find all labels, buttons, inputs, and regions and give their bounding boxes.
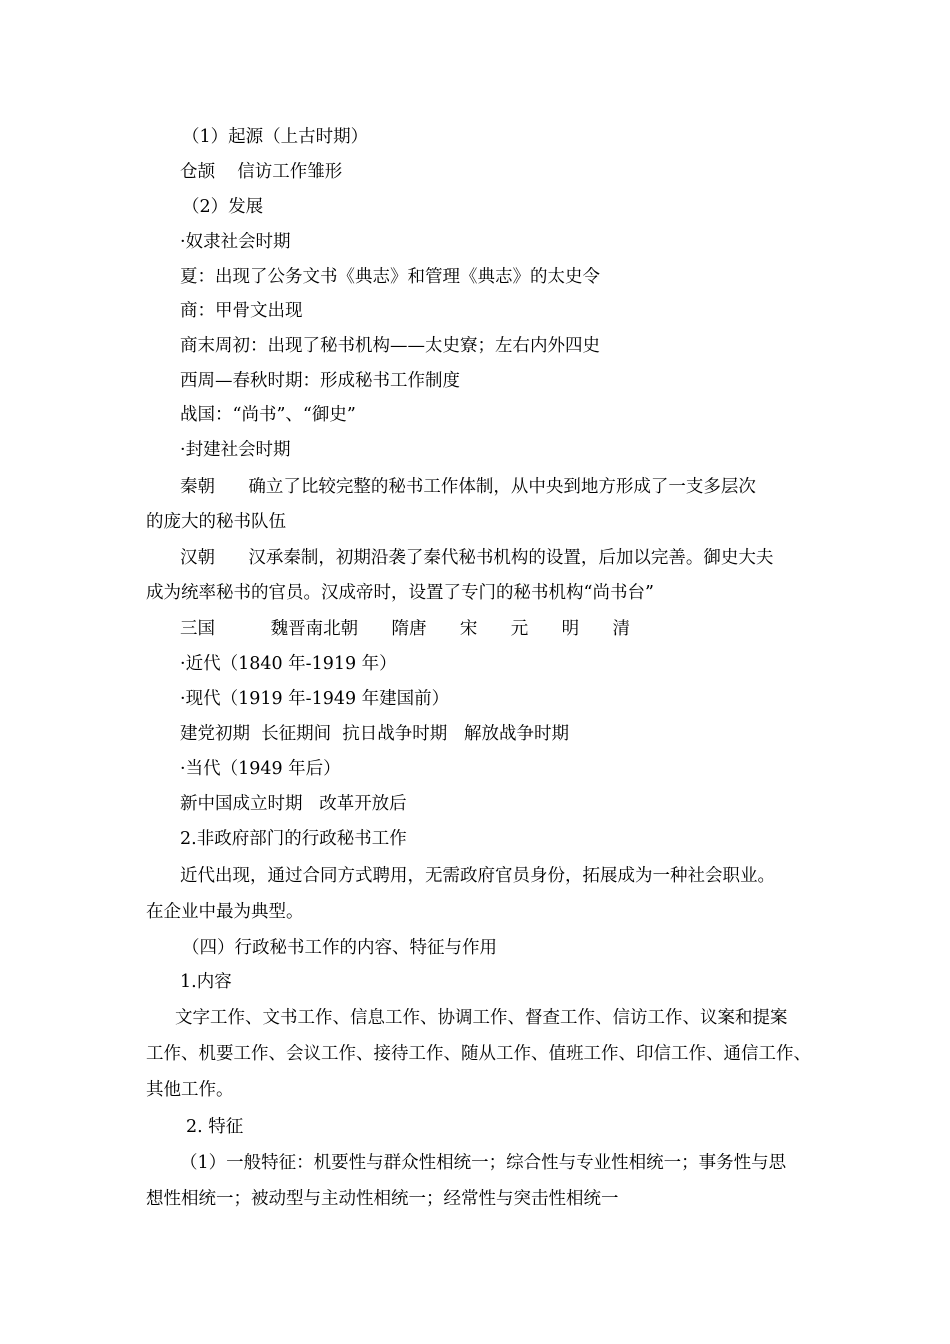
text-line: 新中国成立时期 改革开放后 xyxy=(180,794,407,814)
text-line: 仓颉 信访工作雏形 xyxy=(180,162,343,182)
paragraph-content-line-3: 其他工作。 xyxy=(146,1080,234,1100)
paragraph-modern-line-2: 在企业中最为典型。 xyxy=(146,902,304,922)
text-line: 西周—春秋时期：形成秘书工作制度 xyxy=(180,371,460,391)
text-line: 建党初期 长征期间 抗日战争时期 解放战争时期 xyxy=(180,724,569,744)
dynasty-list: 三国 魏晋南北朝 隋唐 宋 元 明 清 xyxy=(180,619,631,639)
paragraph-modern-line-1: 近代出现，通过合同方式聘用，无需政府官员身份，拓展成为一种社会职业。 xyxy=(180,866,775,886)
bullet-modern-early: ·近代（1840 年-1919 年） xyxy=(180,654,397,674)
paragraph-qin-line-1: 秦朝 确立了比较完整的秘书工作体制，从中央到地方形成了一支多层次 xyxy=(180,477,756,497)
text-line: 战国：“尚书”、“御史” xyxy=(180,405,356,425)
paragraph-features-line-2: 想性相统一；被动型与主动性相统一；经常性与突击性相统一 xyxy=(146,1189,619,1209)
paragraph-content-line-1: 文字工作、文书工作、信息工作、协调工作、督查工作、信访工作、议案和提案 xyxy=(175,1008,788,1028)
paragraph-han-line-2: 成为统率秘书的官员。汉成帝时，设置了专门的秘书机构“尚书台” xyxy=(146,583,654,603)
heading-development: （2）发展 xyxy=(182,197,264,217)
heading-origin: （1）起源（上古时期） xyxy=(182,127,369,147)
heading-features: 2. 特征 xyxy=(186,1117,244,1137)
bullet-contemporary: ·当代（1949 年后） xyxy=(180,759,341,779)
paragraph-content-line-2: 工作、机要工作、会议工作、接待工作、随从工作、值班工作、印信工作、通信工作、 xyxy=(146,1044,811,1064)
heading-non-government: 2.非政府部门的行政秘书工作 xyxy=(180,829,407,849)
text-line: 商：甲骨文出现 xyxy=(180,301,303,321)
bullet-modern: ·现代（1919 年-1949 年建国前） xyxy=(180,689,450,709)
heading-content: 1.内容 xyxy=(180,972,232,992)
heading-section-four: （四）行政秘书工作的内容、特征与作用 xyxy=(182,938,497,958)
bullet-feudal-society: ·封建社会时期 xyxy=(180,440,291,460)
paragraph-features-line-1: （1）一般特征：机要性与群众性相统一；综合性与专业性相统一；事务性与思 xyxy=(180,1153,787,1173)
paragraph-qin-line-2: 的庞大的秘书队伍 xyxy=(146,512,286,532)
bullet-slave-society: ·奴隶社会时期 xyxy=(180,232,291,252)
text-line: 商末周初：出现了秘书机构——太史寮；左右内外四史 xyxy=(180,336,600,356)
paragraph-han-line-1: 汉朝 汉承秦制，初期沿袭了秦代秘书机构的设置，后加以完善。御史大夫 xyxy=(180,548,774,568)
text-line: 夏：出现了公务文书《典志》和管理《典志》的太史令 xyxy=(180,267,600,287)
